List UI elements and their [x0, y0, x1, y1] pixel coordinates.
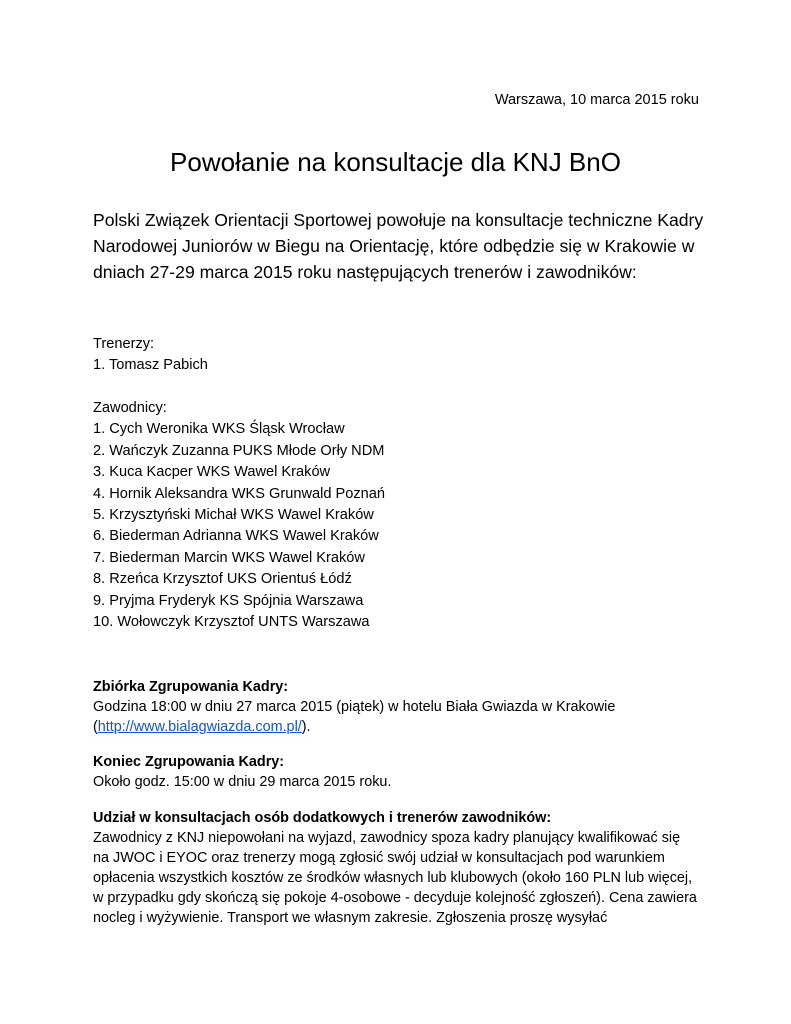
trainers-list	[93, 355, 713, 376]
end-section	[93, 752, 713, 792]
trainers-section	[93, 334, 713, 377]
athletes-section	[93, 398, 713, 633]
athlete-item: 5. Krzysztyński Michał WKS Wawel Kraków	[93, 507, 374, 524]
gathering-heading: Zbiórka Zgrupowania Kadry:	[93, 679, 289, 695]
athlete-item: 7. Biederman Marcin WKS Wawel Kraków	[93, 549, 365, 566]
athlete-item: 2. Wańczyk Zuzanna PUKS Młode Orły NDM	[93, 442, 385, 459]
athlete-item: 8. Rzeńca Krzysztof UKS Orientuś Łódź	[93, 571, 352, 588]
intro-paragraph: Polski Związek Orientacji Sportowej powołuje na konsultacje techniczne Kadry Narodowej Juniorów w Biegu na Orientację, które odbędzie się w Krakowie w dniach 27-29 marca 2015 roku następujących trenerów i zawodników:	[93, 210, 704, 282]
athletes-heading: Zawodnicy:	[93, 400, 167, 416]
paren-close: ).	[301, 719, 311, 735]
end-heading: Koniec Zgrupowania Kadry:	[93, 754, 285, 770]
gathering-section	[93, 677, 713, 737]
trainers-heading: Trenerzy:	[93, 336, 155, 352]
gathering-link-line	[93, 717, 713, 737]
athlete-item: 4. Hornik Aleksandra WKS Grunwald Poznań	[93, 485, 386, 502]
athlete-item: 1. Cych Weronika WKS Śląsk Wrocław	[93, 421, 345, 438]
athlete-item: 6. Biederman Adrianna WKS Wawel Kraków	[93, 528, 379, 545]
date-line: Warszawa, 10 marca 2015 roku	[494, 92, 699, 108]
additional-text: Zawodnicy z KNJ niepowołani na wyjazd, zawodnicy spoza kadry planujący kwalifikować się na JWOC i EYOC oraz trenerzy mogą zgłosić swój udział w konsultacjach pod warunkiem opłacenia wszystkich kosztów ze środków własnych lub klubowych (około 160 PLN lub więcej, w przypadku gdy skończą się pokoje 4-osobowe - decyduje kolejność zgłoszeń). Cena zawiera nocleg i wyżywienie. Transport we własnym zakresie. Zgłoszenia proszę wysyłać	[93, 830, 697, 926]
athlete-item: 10. Wołowczyk Krzysztof UNTS Warszawa	[93, 614, 370, 631]
hotel-link[interactable]: http://www.bialagwiazda.com.pl/	[97, 719, 302, 735]
trainer-item: 1. Tomasz Pabich	[93, 357, 208, 374]
end-text: Około godz. 15:00 w dniu 29 marca 2015 roku.	[93, 774, 392, 790]
gathering-text: Godzina 18:00 w dniu 27 marca 2015 (piątek) w hotelu Biała Gwiazda w Krakowie	[93, 699, 616, 715]
athlete-item: 9. Pryjma Fryderyk KS Spójnia Warszawa	[93, 592, 364, 609]
additional-heading: Udział w konsultacjach osób dodatkowych i trenerów zawodników:	[93, 810, 552, 826]
additional-section	[93, 808, 698, 928]
athlete-item: 3. Kuca Kacper WKS Wawel Kraków	[93, 464, 331, 481]
document-title: Powołanie na konsultacje dla KNJ BnO	[170, 147, 621, 177]
paren-open: (	[93, 719, 98, 735]
athletes-list	[93, 419, 713, 633]
